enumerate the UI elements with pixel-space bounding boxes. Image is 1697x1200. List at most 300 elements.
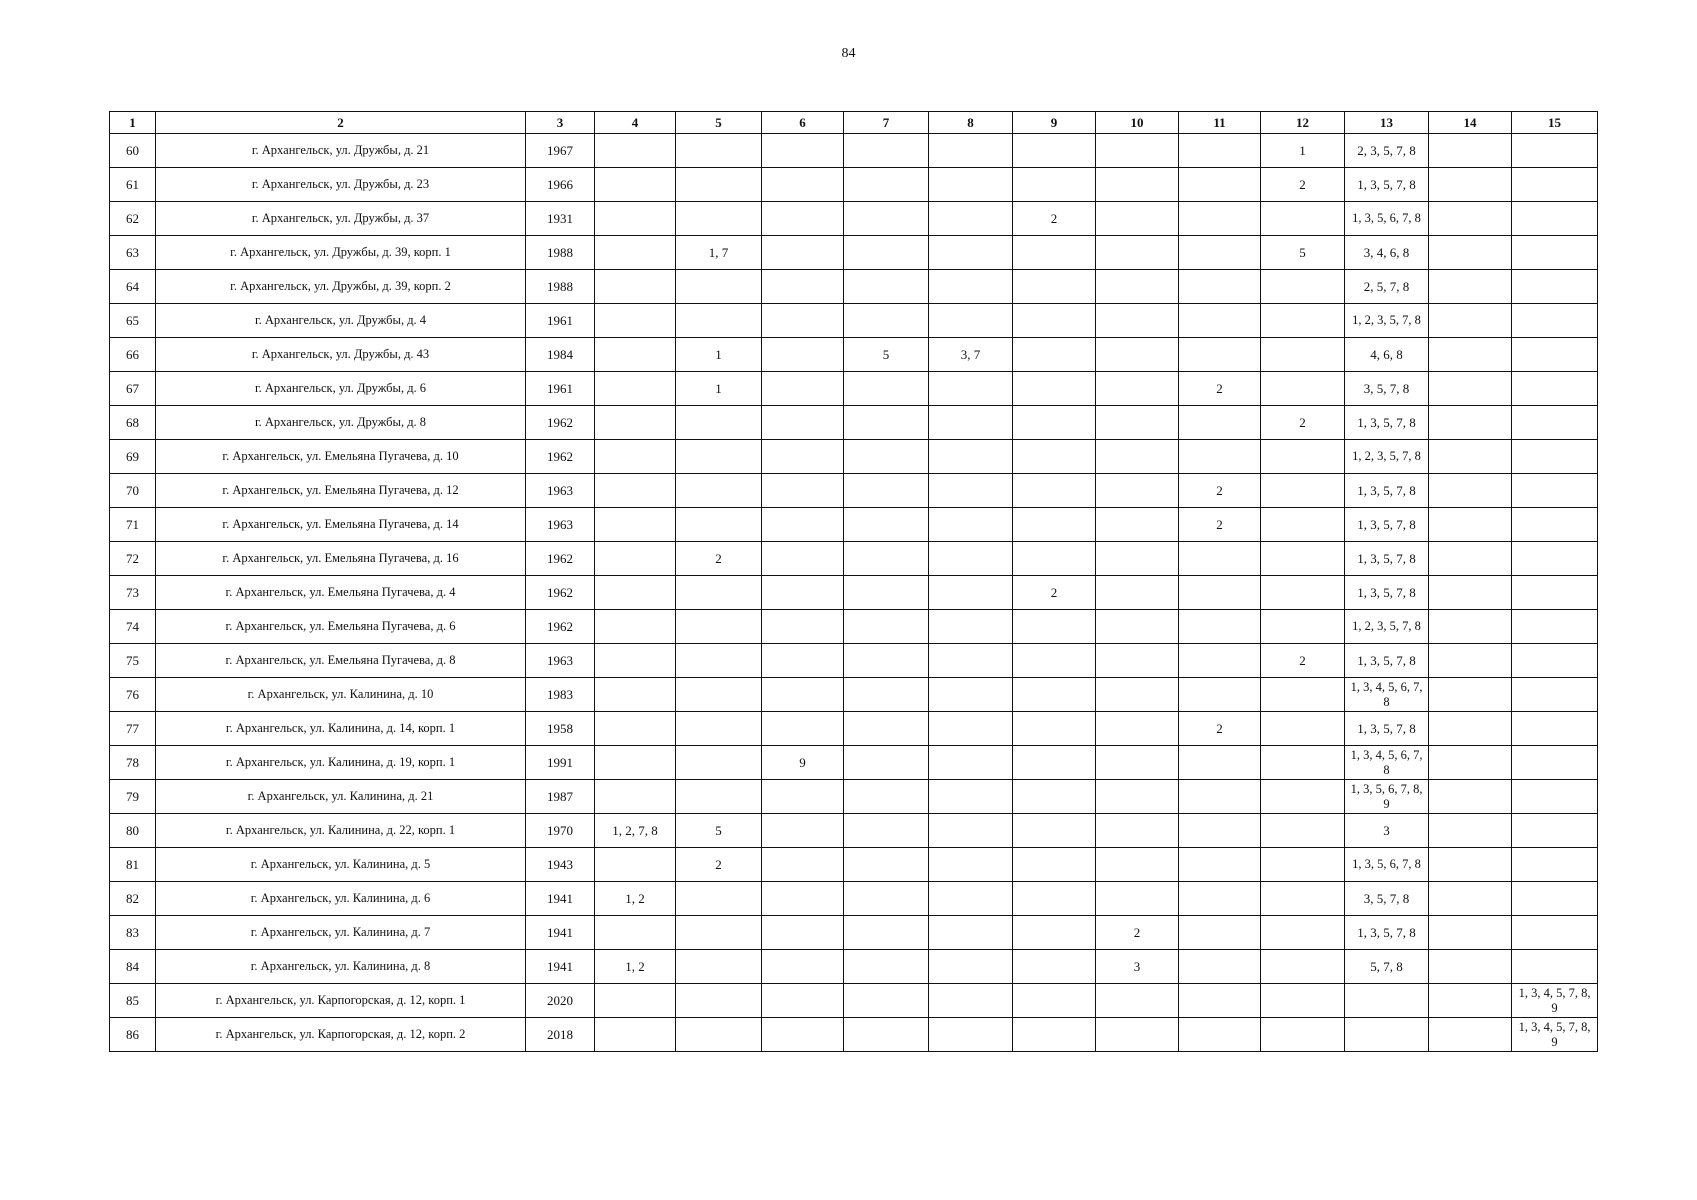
- year-cell: 1966: [526, 168, 595, 202]
- table-cell: [844, 644, 929, 678]
- table-cell: [1013, 134, 1096, 168]
- table-cell: [1096, 644, 1179, 678]
- table-cell: [929, 916, 1013, 950]
- row-number-cell: 75: [110, 644, 156, 678]
- column-header-4: 4: [595, 112, 676, 134]
- table-cell: 1, 3, 5, 7, 8: [1345, 508, 1429, 542]
- table-cell: [1429, 270, 1512, 304]
- table-row: [110, 1018, 1598, 1052]
- table-cell: [844, 304, 929, 338]
- table-cell: [1179, 678, 1261, 712]
- table-cell: 1, 2, 7, 8: [595, 814, 676, 848]
- table-cell: [1429, 610, 1512, 644]
- address-cell: г. Архангельск, ул. Калинина, д. 21: [156, 780, 526, 814]
- table-cell: [1429, 474, 1512, 508]
- table-cell: [844, 984, 929, 1018]
- table-cell: 4, 6, 8: [1345, 338, 1429, 372]
- address-cell: г. Архангельск, ул. Емельяна Пугачева, д. 4: [156, 576, 526, 610]
- table-row: [110, 474, 1598, 508]
- row-number-cell: 62: [110, 202, 156, 236]
- table-cell: [762, 236, 844, 270]
- table-cell: [929, 746, 1013, 780]
- year-cell: 1963: [526, 508, 595, 542]
- address-cell: г. Архангельск, ул. Карпогорская, д. 12, корп. 2: [156, 1018, 526, 1052]
- table-cell: 5: [676, 814, 762, 848]
- table-cell: [595, 542, 676, 576]
- table-cell: 5, 7, 8: [1345, 950, 1429, 984]
- table-cell: [1429, 1018, 1512, 1052]
- table-cell: [1013, 712, 1096, 746]
- table-cell: 1, 2, 3, 5, 7, 8: [1345, 440, 1429, 474]
- table-cell: 3: [1096, 950, 1179, 984]
- table-cell: 1, 2, 3, 5, 7, 8: [1345, 610, 1429, 644]
- table-cell: [1179, 236, 1261, 270]
- table-cell: [762, 134, 844, 168]
- table-cell: [844, 168, 929, 202]
- table-cell: [1179, 304, 1261, 338]
- table-row: [110, 746, 1598, 780]
- address-cell: г. Архангельск, ул. Карпогорская, д. 12, корп. 1: [156, 984, 526, 1018]
- table-cell: 1: [676, 338, 762, 372]
- table-cell: [1429, 746, 1512, 780]
- row-number-cell: 63: [110, 236, 156, 270]
- table-cell: [1179, 950, 1261, 984]
- table-cell: [1096, 576, 1179, 610]
- table-cell: [1179, 882, 1261, 916]
- row-number-cell: 67: [110, 372, 156, 406]
- row-number-cell: 76: [110, 678, 156, 712]
- table-cell: [676, 406, 762, 440]
- table-cell: [1013, 270, 1096, 304]
- table-cell: [1013, 746, 1096, 780]
- table-cell: [762, 338, 844, 372]
- table-cell: [1429, 916, 1512, 950]
- row-number-cell: 72: [110, 542, 156, 576]
- table-cell: 1, 3, 5, 6, 7, 8: [1345, 202, 1429, 236]
- table-row: [110, 542, 1598, 576]
- table-cell: 1: [676, 372, 762, 406]
- address-cell: г. Архангельск, ул. Емельяна Пугачева, д. 16: [156, 542, 526, 576]
- table-cell: [1096, 712, 1179, 746]
- table-cell: [1261, 270, 1345, 304]
- table-cell: [762, 270, 844, 304]
- table-cell: [1261, 338, 1345, 372]
- table-cell: [1429, 372, 1512, 406]
- table-cell: 1, 7: [676, 236, 762, 270]
- table-cell: [676, 780, 762, 814]
- row-number-cell: 79: [110, 780, 156, 814]
- table-cell: [1429, 814, 1512, 848]
- table-body: [110, 134, 1598, 1052]
- table-cell: [676, 576, 762, 610]
- table-cell: [844, 406, 929, 440]
- table-cell: [1096, 746, 1179, 780]
- table-cell: [1261, 474, 1345, 508]
- table-cell: [1096, 440, 1179, 474]
- table-cell: [676, 304, 762, 338]
- table-cell: [1179, 780, 1261, 814]
- table-cell: [844, 134, 929, 168]
- year-cell: 1984: [526, 338, 595, 372]
- table-cell: 9: [762, 746, 844, 780]
- row-number-cell: 81: [110, 848, 156, 882]
- row-number-cell: 65: [110, 304, 156, 338]
- table-cell: [595, 678, 676, 712]
- table-cell: 2: [1179, 474, 1261, 508]
- table-cell: [1429, 780, 1512, 814]
- table-cell: [1179, 610, 1261, 644]
- table-cell: [1261, 542, 1345, 576]
- year-cell: 1958: [526, 712, 595, 746]
- row-number-cell: 83: [110, 916, 156, 950]
- table-cell: [595, 270, 676, 304]
- table-cell: [844, 882, 929, 916]
- year-cell: 1962: [526, 576, 595, 610]
- table-cell: [595, 236, 676, 270]
- address-cell: г. Архангельск, ул. Калинина, д. 14, корп. 1: [156, 712, 526, 746]
- table-cell: [1013, 168, 1096, 202]
- table-cell: [595, 304, 676, 338]
- address-cell: г. Архангельск, ул. Емельяна Пугачева, д. 10: [156, 440, 526, 474]
- address-cell: г. Архангельск, ул. Дружбы, д. 23: [156, 168, 526, 202]
- table-cell: 1, 3, 5, 7, 8: [1345, 576, 1429, 610]
- table-cell: [1096, 610, 1179, 644]
- address-cell: г. Архангельск, ул. Дружбы, д. 4: [156, 304, 526, 338]
- table-cell: [1429, 848, 1512, 882]
- table-cell: [1013, 236, 1096, 270]
- table-cell: [595, 984, 676, 1018]
- table-cell: 5: [1261, 236, 1345, 270]
- table-cell: [1261, 610, 1345, 644]
- table-cell: [762, 576, 844, 610]
- table-cell: [676, 610, 762, 644]
- address-cell: г. Архангельск, ул. Дружбы, д. 39, корп. 1: [156, 236, 526, 270]
- table-cell: [844, 1018, 929, 1052]
- address-cell: г. Архангельск, ул. Дружбы, д. 37: [156, 202, 526, 236]
- table-cell: [1512, 508, 1598, 542]
- table-cell: [1261, 372, 1345, 406]
- table-row: [110, 712, 1598, 746]
- table-cell: [1179, 134, 1261, 168]
- table-cell: [676, 440, 762, 474]
- table-cell: [929, 780, 1013, 814]
- table-cell: 1, 3, 5, 7, 8: [1345, 644, 1429, 678]
- address-cell: г. Архангельск, ул. Емельяна Пугачева, д. 6: [156, 610, 526, 644]
- row-number-cell: 66: [110, 338, 156, 372]
- table-cell: [1013, 406, 1096, 440]
- table-cell: [1013, 338, 1096, 372]
- table-cell: [1261, 780, 1345, 814]
- table-cell: [1013, 1018, 1096, 1052]
- table-cell: [1512, 338, 1598, 372]
- table-cell: 1: [1261, 134, 1345, 168]
- table-cell: 3, 5, 7, 8: [1345, 372, 1429, 406]
- table-row: [110, 678, 1598, 712]
- table-cell: 1, 3, 4, 5, 7, 8, 9: [1512, 1018, 1598, 1052]
- table-cell: 2, 3, 5, 7, 8: [1345, 134, 1429, 168]
- address-cell: г. Архангельск, ул. Дружбы, д. 8: [156, 406, 526, 440]
- table-cell: [1429, 202, 1512, 236]
- table-cell: [1013, 882, 1096, 916]
- table-cell: [762, 678, 844, 712]
- table-cell: [676, 882, 762, 916]
- address-cell: г. Архангельск, ул. Дружбы, д. 21: [156, 134, 526, 168]
- table-cell: [844, 202, 929, 236]
- table-cell: [595, 338, 676, 372]
- table-cell: [844, 950, 929, 984]
- column-header-11: 11: [1179, 112, 1261, 134]
- year-cell: 1962: [526, 406, 595, 440]
- table-cell: [929, 542, 1013, 576]
- table-cell: [844, 678, 929, 712]
- address-cell: г. Архангельск, ул. Емельяна Пугачева, д. 12: [156, 474, 526, 508]
- table-cell: [1512, 848, 1598, 882]
- table-row: [110, 270, 1598, 304]
- row-number-cell: 74: [110, 610, 156, 644]
- table-cell: [1429, 950, 1512, 984]
- row-number-cell: 60: [110, 134, 156, 168]
- column-header-3: 3: [526, 112, 595, 134]
- table-cell: [1096, 984, 1179, 1018]
- table-cell: [762, 372, 844, 406]
- table-cell: [762, 542, 844, 576]
- table-cell: [1429, 406, 1512, 440]
- table-cell: [929, 134, 1013, 168]
- table-cell: 3, 4, 6, 8: [1345, 236, 1429, 270]
- table-row: [110, 134, 1598, 168]
- table-cell: [1261, 678, 1345, 712]
- table-cell: [595, 1018, 676, 1052]
- table-cell: [676, 984, 762, 1018]
- table-cell: [844, 236, 929, 270]
- address-cell: г. Архангельск, ул. Дружбы, д. 43: [156, 338, 526, 372]
- year-cell: 1961: [526, 372, 595, 406]
- table-cell: [1261, 814, 1345, 848]
- table-cell: [1179, 848, 1261, 882]
- table-cell: [1179, 916, 1261, 950]
- table-cell: 2: [1013, 576, 1096, 610]
- table-cell: [929, 440, 1013, 474]
- table-row: [110, 916, 1598, 950]
- table-row: [110, 236, 1598, 270]
- table-cell: [1512, 134, 1598, 168]
- table-cell: [844, 780, 929, 814]
- table-cell: [1512, 202, 1598, 236]
- year-cell: 1931: [526, 202, 595, 236]
- table-cell: [595, 848, 676, 882]
- table-cell: 1, 3, 4, 5, 7, 8, 9: [1512, 984, 1598, 1018]
- table-cell: [1013, 610, 1096, 644]
- table-cell: 1, 3, 5, 6, 7, 8, 9: [1345, 780, 1429, 814]
- table-cell: [1096, 508, 1179, 542]
- table-cell: [1429, 304, 1512, 338]
- table-cell: [1096, 542, 1179, 576]
- table-cell: 2: [1096, 916, 1179, 950]
- column-header-6: 6: [762, 112, 844, 134]
- table-cell: [676, 202, 762, 236]
- table-cell: [1179, 814, 1261, 848]
- year-cell: 1962: [526, 440, 595, 474]
- table-row: [110, 406, 1598, 440]
- table-cell: [595, 644, 676, 678]
- table-cell: [595, 168, 676, 202]
- table-cell: [1429, 644, 1512, 678]
- table-cell: [762, 848, 844, 882]
- table-cell: 1, 3, 5, 7, 8: [1345, 168, 1429, 202]
- table-cell: 2: [1261, 168, 1345, 202]
- column-header-7: 7: [844, 112, 929, 134]
- table-cell: [929, 168, 1013, 202]
- year-cell: 1967: [526, 134, 595, 168]
- table-cell: [1013, 916, 1096, 950]
- table-row: [110, 372, 1598, 406]
- table-row: [110, 576, 1598, 610]
- table-cell: [676, 1018, 762, 1052]
- table-cell: [1179, 338, 1261, 372]
- table-cell: [676, 474, 762, 508]
- table-cell: [1096, 678, 1179, 712]
- table-cell: [1096, 168, 1179, 202]
- column-header-1: 1: [110, 112, 156, 134]
- table-cell: [1261, 712, 1345, 746]
- table-cell: 1, 3, 5, 7, 8: [1345, 542, 1429, 576]
- table-cell: [1261, 508, 1345, 542]
- row-number-cell: 80: [110, 814, 156, 848]
- table-cell: [1096, 780, 1179, 814]
- address-cell: г. Архангельск, ул. Емельяна Пугачева, д. 14: [156, 508, 526, 542]
- table-cell: [1512, 440, 1598, 474]
- table-cell: [1429, 576, 1512, 610]
- table-cell: [1179, 168, 1261, 202]
- table-cell: [1013, 678, 1096, 712]
- table-cell: 3: [1345, 814, 1429, 848]
- address-cell: г. Архангельск, ул. Калинина, д. 10: [156, 678, 526, 712]
- table-cell: [1096, 474, 1179, 508]
- column-header-13: 13: [1345, 112, 1429, 134]
- table-cell: [929, 644, 1013, 678]
- address-cell: г. Архангельск, ул. Дружбы, д. 39, корп. 2: [156, 270, 526, 304]
- table-cell: [1013, 984, 1096, 1018]
- table-cell: [929, 508, 1013, 542]
- table-cell: 2: [676, 542, 762, 576]
- table-cell: [595, 474, 676, 508]
- table-cell: [676, 712, 762, 746]
- table-row: [110, 440, 1598, 474]
- table-cell: [762, 916, 844, 950]
- table-cell: [929, 372, 1013, 406]
- table-cell: [762, 440, 844, 474]
- table-cell: [929, 1018, 1013, 1052]
- table-cell: [1096, 1018, 1179, 1052]
- table-cell: [1096, 202, 1179, 236]
- table-cell: [1429, 542, 1512, 576]
- table-cell: [929, 406, 1013, 440]
- table-cell: [1512, 406, 1598, 440]
- row-number-cell: 71: [110, 508, 156, 542]
- table-cell: [1345, 1018, 1429, 1052]
- table-cell: [929, 236, 1013, 270]
- address-cell: г. Архангельск, ул. Калинина, д. 8: [156, 950, 526, 984]
- table-cell: [595, 746, 676, 780]
- buildings-table: [109, 111, 1598, 1052]
- table-row: [110, 848, 1598, 882]
- table-cell: [762, 644, 844, 678]
- year-cell: 1987: [526, 780, 595, 814]
- year-cell: 1970: [526, 814, 595, 848]
- column-header-14: 14: [1429, 112, 1512, 134]
- table-cell: 3, 5, 7, 8: [1345, 882, 1429, 916]
- table-cell: [1179, 406, 1261, 440]
- table-cell: [1261, 848, 1345, 882]
- table-row: [110, 814, 1598, 848]
- table-cell: [1512, 780, 1598, 814]
- table-cell: [844, 746, 929, 780]
- table-cell: 1, 3, 5, 7, 8: [1345, 712, 1429, 746]
- row-number-cell: 78: [110, 746, 156, 780]
- year-cell: 1941: [526, 916, 595, 950]
- table-cell: [1261, 304, 1345, 338]
- table-cell: [1013, 780, 1096, 814]
- table-cell: [929, 202, 1013, 236]
- row-number-cell: 69: [110, 440, 156, 474]
- table-cell: [929, 678, 1013, 712]
- year-cell: 1961: [526, 304, 595, 338]
- table-cell: [1512, 542, 1598, 576]
- address-cell: г. Архангельск, ул. Калинина, д. 7: [156, 916, 526, 950]
- table-row: [110, 610, 1598, 644]
- table-cell: [676, 916, 762, 950]
- table-cell: [595, 508, 676, 542]
- table-cell: [1013, 508, 1096, 542]
- row-number-cell: 73: [110, 576, 156, 610]
- year-cell: 2020: [526, 984, 595, 1018]
- address-cell: г. Архангельск, ул. Дружбы, д. 6: [156, 372, 526, 406]
- table-cell: 1, 3, 5, 6, 7, 8: [1345, 848, 1429, 882]
- year-cell: 1941: [526, 882, 595, 916]
- table-cell: [1261, 1018, 1345, 1052]
- column-header-9: 9: [1013, 112, 1096, 134]
- year-cell: 1988: [526, 236, 595, 270]
- table-cell: [1096, 134, 1179, 168]
- table-cell: 2: [1013, 202, 1096, 236]
- year-cell: 1962: [526, 542, 595, 576]
- table-cell: [1013, 440, 1096, 474]
- column-header-10: 10: [1096, 112, 1179, 134]
- row-number-cell: 61: [110, 168, 156, 202]
- table-cell: [676, 508, 762, 542]
- column-header-2: 2: [156, 112, 526, 134]
- year-cell: 1983: [526, 678, 595, 712]
- table-cell: [1429, 984, 1512, 1018]
- table-cell: [595, 406, 676, 440]
- table-cell: [1512, 474, 1598, 508]
- table-cell: [762, 406, 844, 440]
- table-cell: [844, 372, 929, 406]
- table-cell: [1013, 542, 1096, 576]
- table-cell: [762, 1018, 844, 1052]
- table-cell: 1, 3, 4, 5, 6, 7, 8: [1345, 678, 1429, 712]
- table-cell: [929, 814, 1013, 848]
- table-row: [110, 168, 1598, 202]
- table-cell: [929, 474, 1013, 508]
- table-cell: [1013, 304, 1096, 338]
- table-cell: [1261, 202, 1345, 236]
- year-cell: 1962: [526, 610, 595, 644]
- table-cell: [929, 712, 1013, 746]
- table-cell: [1179, 984, 1261, 1018]
- table-cell: [1429, 882, 1512, 916]
- table-cell: [1429, 712, 1512, 746]
